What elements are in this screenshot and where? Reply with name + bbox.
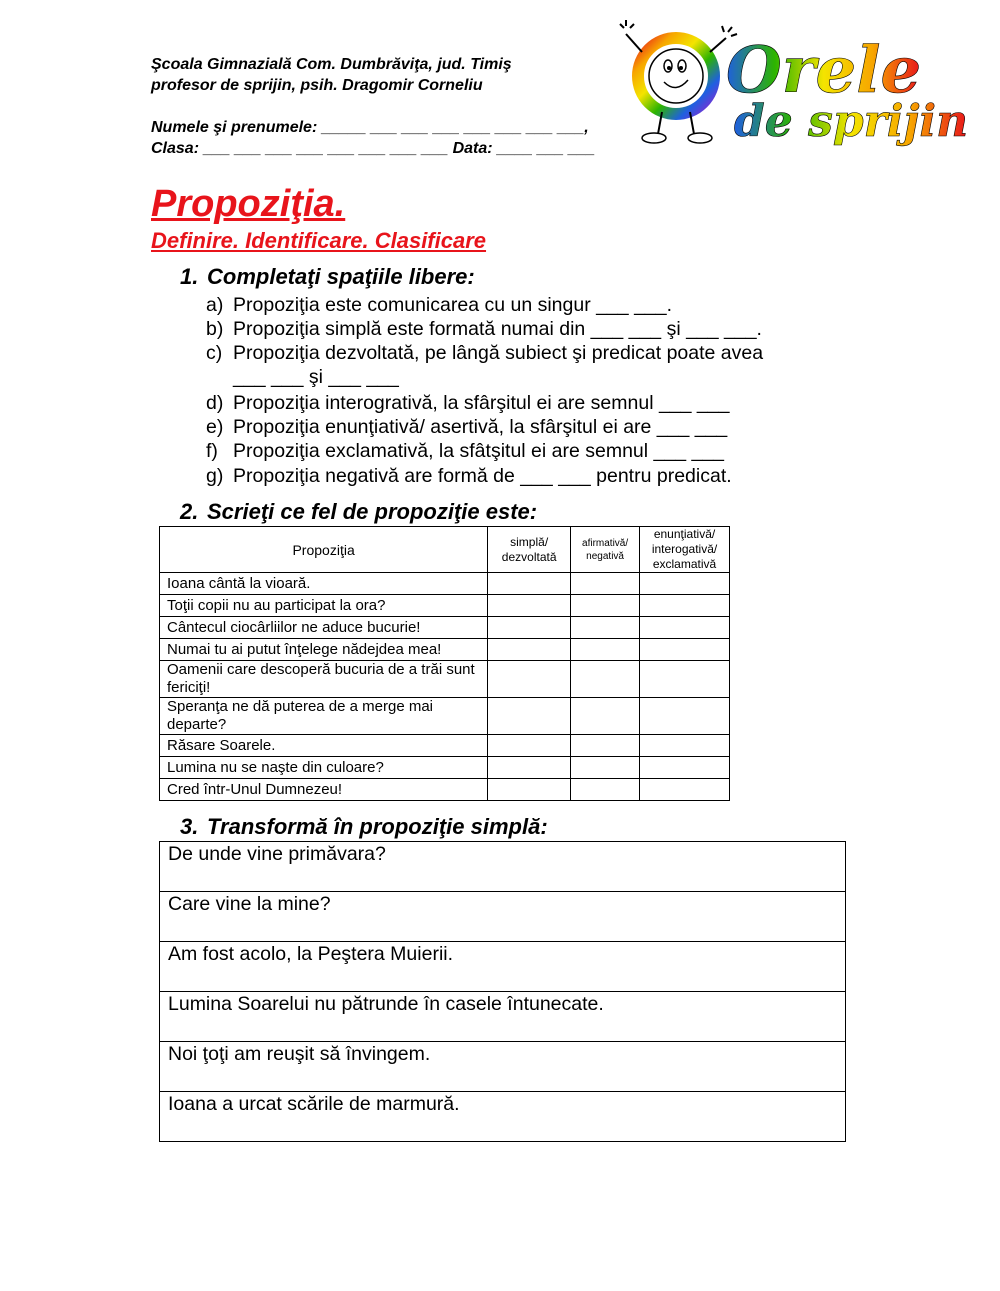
- item-letter: d): [206, 392, 224, 414]
- table-row: [160, 942, 846, 992]
- answer-cell[interactable]: [640, 757, 730, 779]
- answer-cell[interactable]: [640, 617, 730, 639]
- item-text: Propoziţia exclamativă, la sfâtşitul ei are semnul ___ ___: [233, 440, 725, 462]
- answer-cell[interactable]: [640, 573, 730, 595]
- item-text: Propoziţia negativă are formă de ___ ___ pentru predicat.: [233, 465, 732, 487]
- section2-number: 2.: [180, 499, 199, 524]
- section1-number: 1.: [180, 264, 199, 289]
- transform-table: [159, 841, 846, 1142]
- sentence-cell: Ioana cântă la vioară.: [160, 573, 488, 595]
- section2-heading: [180, 498, 537, 526]
- logo-text-line2: de sprijin: [734, 96, 969, 147]
- table-row: [160, 757, 730, 779]
- page-subtitle: Definire. Identificare. Clasificare: [151, 228, 487, 253]
- col-header-simpla-dezvoltata: simplă/ dezvoltată: [488, 527, 571, 573]
- section3-heading: [180, 813, 548, 841]
- answer-cell[interactable]: [571, 639, 640, 661]
- answer-cell[interactable]: [488, 573, 571, 595]
- section1-item-g: [206, 464, 732, 488]
- transform-cell[interactable]: De unde vine primăvara?: [160, 842, 846, 892]
- answer-cell[interactable]: [640, 595, 730, 617]
- section1-item-e: [206, 415, 727, 439]
- answer-cell[interactable]: [640, 661, 730, 698]
- item-text: Propoziţia dezvoltată, pe lângă subiect şi predicat poate avea: [233, 342, 764, 364]
- answer-cell[interactable]: [488, 595, 571, 617]
- item-text: Propoziţia simplă este formată numai din ___ ___ şi ___ ___.: [233, 318, 762, 340]
- classification-table: [159, 526, 730, 801]
- section1-item-c: [206, 341, 763, 389]
- sentence-cell: Oamenii care descoperă bucuria de a trăi sunt fericiţi!: [160, 661, 488, 698]
- answer-cell[interactable]: [571, 698, 640, 735]
- table-row: [160, 639, 730, 661]
- clock-mascot-icon: [620, 20, 737, 143]
- sentence-cell: Cântecul ciocârliilor ne aduce bucurie!: [160, 617, 488, 639]
- answer-cell[interactable]: [571, 573, 640, 595]
- answer-cell[interactable]: [488, 639, 571, 661]
- table-row: [160, 698, 730, 735]
- section1-heading: [180, 263, 475, 291]
- section3-title: Transformă în propoziţie simplă:: [207, 814, 548, 839]
- answer-cell[interactable]: [488, 757, 571, 779]
- item-text: Propoziţia enunţiativă/ asertivă, la sfârşitul ei are ___ ___: [233, 416, 728, 438]
- table-row: [160, 617, 730, 639]
- sentence-cell: Toţii copii nu au participat la ora?: [160, 595, 488, 617]
- answer-cell[interactable]: [571, 779, 640, 801]
- answer-cell[interactable]: [488, 735, 571, 757]
- answer-cell[interactable]: [488, 661, 571, 698]
- class-date-line: Clasa: ___ ___ ___ ___ ___ ___ ___ ___ Data: ____ ___ ___: [151, 140, 595, 157]
- answer-cell[interactable]: [571, 757, 640, 779]
- page-title: Propoziţia.: [151, 183, 346, 225]
- transform-cell[interactable]: Am fost acolo, la Peştera Muierii.: [160, 942, 846, 992]
- answer-cell[interactable]: [488, 779, 571, 801]
- teacher-name: profesor de sprijin, psih. Dragomir Corneliu: [151, 77, 483, 94]
- item-letter: f): [206, 440, 218, 462]
- answer-cell[interactable]: [571, 735, 640, 757]
- sentence-cell: Numai tu ai putut înţelege nădejdea mea!: [160, 639, 488, 661]
- item-letter: e): [206, 416, 224, 438]
- item-continuation: ___ ___ şi ___ ___: [233, 366, 399, 388]
- col-header-enuntiativa: enunţiativă/ interogativă/ exclamativă: [640, 527, 730, 573]
- student-name-line: Numele şi prenumele: _____ ___ ___ ___ ___ ___ ___ ___,: [151, 119, 589, 136]
- sentence-cell: Răsare Soarele.: [160, 735, 488, 757]
- section3-number: 3.: [180, 814, 199, 839]
- item-text: Propoziţia interogrativă, la sfârşitul ei are semnul ___ ___: [233, 392, 730, 414]
- section1-item-f: [206, 439, 724, 463]
- item-letter: c): [206, 342, 223, 364]
- section1-item-a: [206, 293, 672, 317]
- sentence-cell: Speranţa ne dă puterea de a merge mai departe?: [160, 698, 488, 735]
- logo-text-line1: Orele: [726, 33, 922, 108]
- table-row: [160, 661, 730, 698]
- answer-cell[interactable]: [571, 595, 640, 617]
- table-row: [160, 892, 846, 942]
- answer-cell[interactable]: [640, 698, 730, 735]
- col-header-propozitia: Propoziţia: [160, 527, 488, 573]
- table-row: [160, 1042, 846, 1092]
- section1-item-d: [206, 391, 729, 415]
- table-header-row: [160, 527, 730, 573]
- answer-cell[interactable]: [571, 661, 640, 698]
- transform-cell[interactable]: Ioana a urcat scările de marmură.: [160, 1092, 846, 1142]
- transform-cell[interactable]: Lumina Soarelui nu pătrunde în casele întunecate.: [160, 992, 846, 1042]
- section1-title: Completaţi spaţiile libere:: [207, 264, 475, 289]
- transform-cell[interactable]: Care vine la mine?: [160, 892, 846, 942]
- answer-cell[interactable]: [640, 639, 730, 661]
- col-header-afirmativa-negativa: afirmativă/ negativă: [571, 527, 640, 573]
- table-row: [160, 735, 730, 757]
- sentence-cell: Cred într-Unul Dumnezeu!: [160, 779, 488, 801]
- section1-item-b: [206, 317, 762, 341]
- table-row: [160, 779, 730, 801]
- orele-de-sprijin-logo: [614, 18, 969, 158]
- table-row: [160, 573, 730, 595]
- item-text: Propoziţia este comunicarea cu un singur ___ ___.: [233, 294, 673, 316]
- table-row: [160, 595, 730, 617]
- item-letter: b): [206, 318, 224, 340]
- transform-cell[interactable]: Noi ţoţi am reuşit să învingem.: [160, 1042, 846, 1092]
- table-row: [160, 1092, 846, 1142]
- item-letter: a): [206, 294, 224, 316]
- school-name: Şcoala Gimnazială Com. Dumbrăviţa, jud. Timiş: [151, 56, 512, 73]
- section2-title: Scrieţi ce fel de propoziţie este:: [207, 499, 538, 524]
- item-letter: g): [206, 465, 224, 487]
- answer-cell[interactable]: [571, 617, 640, 639]
- table-row: [160, 992, 846, 1042]
- sentence-cell: Lumina nu se naşte din culoare?: [160, 757, 488, 779]
- answer-cell[interactable]: [488, 617, 571, 639]
- answer-cell[interactable]: [640, 779, 730, 801]
- answer-cell[interactable]: [640, 735, 730, 757]
- answer-cell[interactable]: [488, 698, 571, 735]
- table-row: [160, 842, 846, 892]
